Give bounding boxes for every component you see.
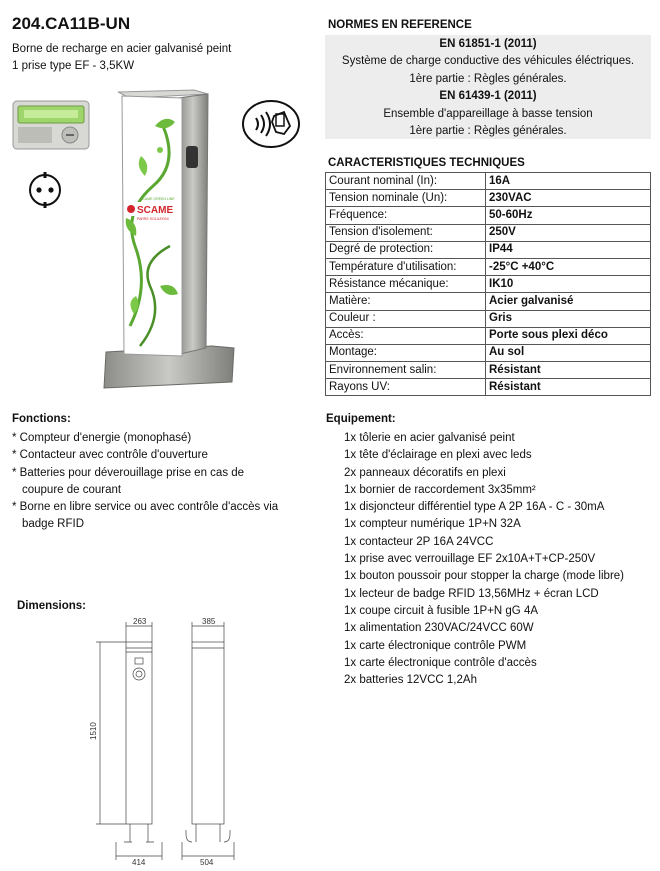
spec-label: Température d'utilisation: <box>326 258 486 275</box>
description-line-2: 1 prise type EF - 3,5KW <box>12 60 135 72</box>
list-item: * Borne en libre service ou avec contrôle d'accès via badge RFID <box>12 501 279 531</box>
spec-value: 50-60Hz <box>486 207 651 224</box>
spec-value: 16A <box>486 173 651 190</box>
spec-label: Montage: <box>326 344 486 361</box>
list-item: 2x batteries 12VCC 1,2Ah <box>344 674 477 687</box>
spec-value: -25°C +40°C <box>486 258 651 275</box>
table-row <box>326 258 651 275</box>
norm-line: Système de charge conductive des véhicules éléctriques. <box>341 55 635 68</box>
spec-value: Résistant <box>486 379 651 396</box>
spec-label: Courant nominal (In): <box>326 173 486 190</box>
dim-base-front: 414 <box>132 858 146 867</box>
spec-label: Accès: <box>326 327 486 344</box>
functions-list <box>12 430 312 534</box>
spec-label: Fréquence: <box>326 207 486 224</box>
list-item: * Contacteur avec contrôle d'ouverture <box>12 449 208 462</box>
list-item: 1x tôlerie en acier galvanisé peint <box>344 432 515 444</box>
list-item: 1x disjoncteur différentiel type A 2P 16A - C - 30mA <box>344 501 605 514</box>
dimension-drawing <box>82 612 262 868</box>
norms-box <box>325 35 651 139</box>
norm-line: 1ère partie : Règles générales. <box>409 125 567 138</box>
list-item: 1x prise avec verrouillage EF 2x10A+T+CP-250V <box>344 553 596 566</box>
dimensions-heading: Dimensions: <box>17 600 87 612</box>
spec-label: Matière: <box>326 293 486 310</box>
spec-value: IP44 <box>486 241 651 258</box>
spec-value: Gris <box>486 310 651 327</box>
product-description <box>12 41 231 75</box>
tagline-text: SCAME GREEN LINE <box>140 197 175 201</box>
table-row <box>326 379 651 396</box>
norm-line: 1ère partie : Règles générales. <box>409 72 567 85</box>
table-row <box>326 293 651 310</box>
list-item: 1x carte électronique contrôle PWM <box>344 639 527 652</box>
charging-station-photo <box>100 86 240 392</box>
list-item: 1x carte électronique contrôle d'accès <box>344 656 537 669</box>
product-code: 204.CA11B-UN <box>12 14 131 33</box>
list-item: 1x lecteur de badge RFID 13,56MHz + écran LCD <box>344 587 599 600</box>
norm-line: EN 61439-1 (2011) <box>439 90 537 103</box>
spec-label: Environnement salin: <box>326 362 486 379</box>
table-row <box>326 190 651 207</box>
socket-ef-icon <box>20 168 70 212</box>
table-row <box>326 173 651 190</box>
list-item: * Batteries pour déverouillage prise en cas de coupure de courant <box>12 466 245 496</box>
functions-heading: Fonctions: <box>12 413 71 425</box>
list-item: 1x coupe circuit à fusible 1P+N gG 4A <box>344 604 539 617</box>
list-item: 1x tête d'éclairage en plexi avec leds <box>344 449 532 462</box>
equipment-heading: Equipement: <box>326 413 396 425</box>
table-row <box>326 276 651 293</box>
spec-value: Porte sous plexi déco <box>486 327 651 344</box>
norm-line: Ensemble d'appareillage à basse tension <box>383 107 593 120</box>
list-item: 1x contacteur 2P 16A 24VCC <box>344 535 494 548</box>
spec-label: Résistance mécanique: <box>326 276 486 293</box>
table-row <box>326 362 651 379</box>
spec-value: Acier galvanisé <box>486 293 651 310</box>
spec-value: 250V <box>486 224 651 241</box>
spec-value: Au sol <box>486 344 651 361</box>
table-row <box>326 224 651 241</box>
brand-sub-text: PARRE SOLUZIONI <box>137 217 169 221</box>
rfid-badge-reader-icon <box>12 100 90 150</box>
spec-value: Résistant <box>486 362 651 379</box>
norm-line: EN 61851-1 (2011) <box>439 38 537 50</box>
list-item: 1x bornier de raccordement 3x35mm² <box>344 483 536 496</box>
norms-heading: NORMES EN REFERENCE <box>328 19 472 31</box>
table-row <box>326 310 651 327</box>
list-item: 2x panneaux décoratifs en plexi <box>344 466 506 479</box>
table-row <box>326 327 651 344</box>
dim-width-side: 385 <box>202 617 216 626</box>
spec-label: Degré de protection: <box>326 241 486 258</box>
table-row <box>326 207 651 224</box>
list-item: 1x alimentation 230VAC/24VCC 60W <box>344 622 534 635</box>
list-item: * Compteur d'energie (monophasé) <box>12 432 192 444</box>
spec-label: Tension nominale (Un): <box>326 190 486 207</box>
list-item: 1x compteur numérique 1P+N 32A <box>344 518 521 531</box>
equipment-list <box>344 430 624 689</box>
spec-label: Couleur : <box>326 310 486 327</box>
description-line-1: Borne de recharge en acier galvanisé peint <box>12 43 232 55</box>
dim-width-front: 263 <box>133 617 147 626</box>
spec-label: Rayons UV: <box>326 379 486 396</box>
specs-heading: CARACTERISTIQUES TECHNIQUES <box>328 157 525 169</box>
table-row <box>326 241 651 258</box>
brand-logo-text: SCAME <box>137 205 174 216</box>
list-item: 1x bouton poussoir pour stopper la charge (mode libre) <box>344 570 624 583</box>
spec-value: 230VAC <box>486 190 651 207</box>
specs-table <box>325 172 651 396</box>
dim-base-side: 504 <box>200 858 214 867</box>
dim-height: 1510 <box>89 722 98 740</box>
table-row <box>326 344 651 361</box>
spec-value: IK10 <box>486 276 651 293</box>
contactless-payment-icon <box>240 98 302 150</box>
spec-label: Tension d'isolement: <box>326 224 486 241</box>
